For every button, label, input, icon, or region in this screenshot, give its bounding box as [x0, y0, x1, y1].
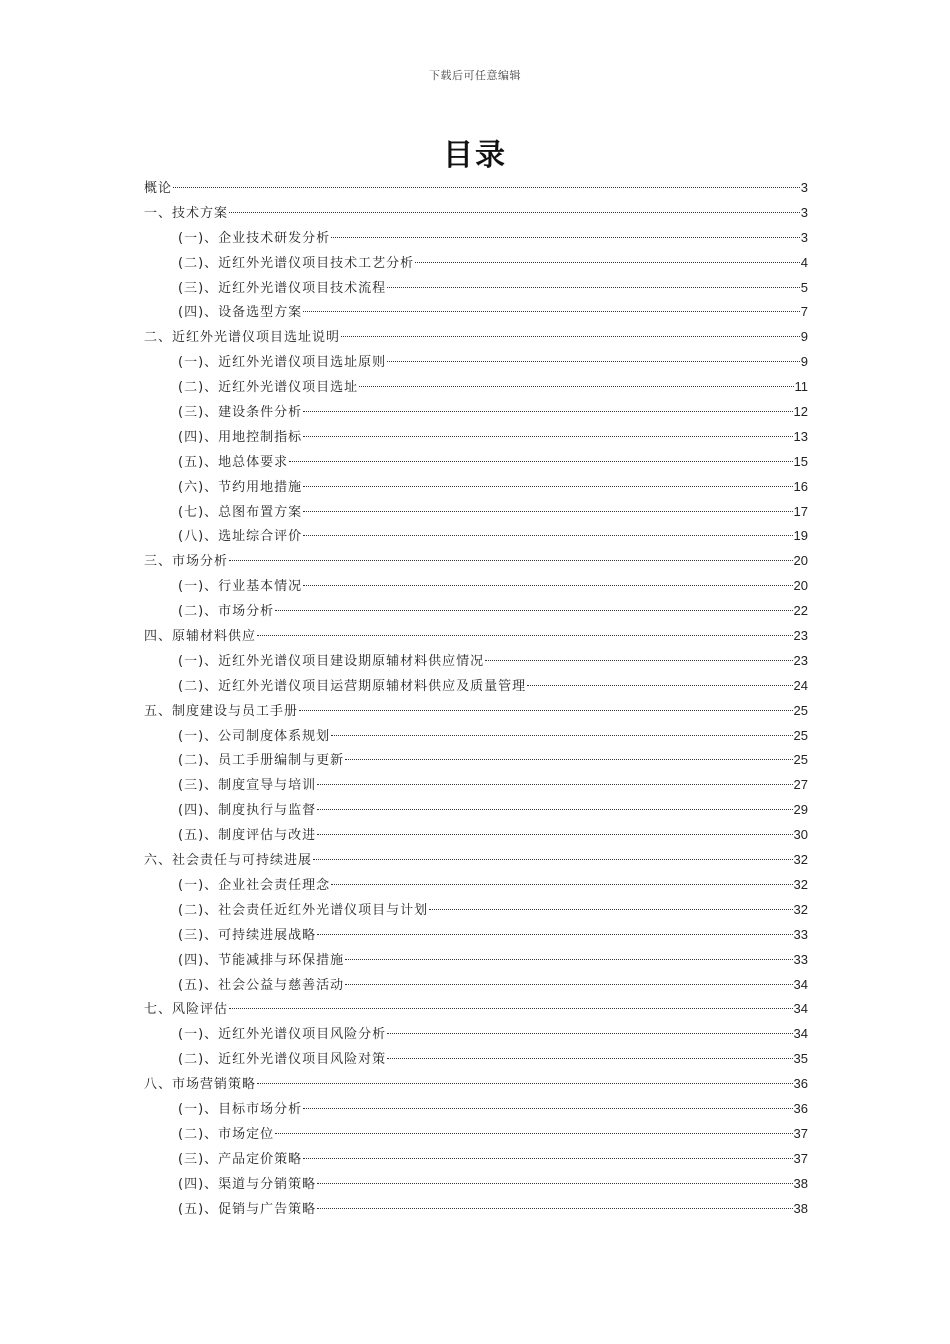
dot-leader	[527, 685, 792, 686]
toc-page-number: 12	[793, 404, 808, 420]
dot-leader	[345, 984, 792, 985]
toc-page-number: 19	[793, 528, 808, 544]
toc-entry[interactable]	[144, 300, 808, 325]
toc-page-number: 35	[793, 1051, 808, 1067]
toc-page-number: 25	[793, 702, 808, 718]
toc-page-number: 37	[793, 1150, 808, 1166]
toc-entry-title: (一)、行业基本情况	[178, 579, 303, 595]
toc-entry-title: (四)、节能减排与环保措施	[178, 952, 345, 968]
dot-leader	[303, 535, 792, 536]
toc-entry[interactable]	[144, 798, 808, 823]
toc-entry[interactable]	[144, 1197, 808, 1222]
toc-page-number: 36	[793, 1100, 808, 1116]
dot-leader	[299, 710, 793, 711]
toc-entry-title: 六、社会责任与可持续进展	[144, 853, 313, 869]
toc-page-number: 38	[793, 1175, 808, 1191]
toc-page-number: 16	[793, 478, 808, 494]
toc-entry-title: (一)、企业技术研发分析	[178, 230, 331, 246]
toc-page-number: 20	[793, 578, 808, 594]
toc-entry-title: (一)、近红外光谱仪项目选址原则	[178, 355, 387, 371]
dot-leader	[303, 511, 792, 512]
toc-page-number: 25	[793, 752, 808, 768]
toc-page-number: 23	[793, 652, 808, 668]
toc-entry[interactable]	[144, 251, 808, 276]
toc-entry[interactable]	[144, 873, 808, 898]
toc-entry[interactable]	[144, 1047, 808, 1072]
toc-entry[interactable]	[144, 276, 808, 301]
dot-leader	[387, 1058, 792, 1059]
toc-page-number: 32	[793, 901, 808, 917]
toc-entry-title: 五、制度建设与员工手册	[144, 703, 299, 719]
toc-entry-title: (三)、可持续进展战略	[178, 927, 317, 943]
dot-leader	[331, 735, 792, 736]
dot-leader	[317, 834, 792, 835]
dot-leader	[317, 1208, 792, 1209]
toc-page-number: 30	[793, 827, 808, 843]
toc-page-number: 23	[793, 628, 808, 644]
toc-page-number: 33	[793, 951, 808, 967]
toc-entry[interactable]	[144, 226, 808, 251]
dot-leader	[359, 386, 793, 387]
toc-page-number: 32	[793, 852, 808, 868]
toc-entry[interactable]	[144, 1147, 808, 1172]
toc-page-number: 9	[800, 354, 808, 370]
toc-page-number: 13	[793, 428, 808, 444]
toc-entry[interactable]	[144, 350, 808, 375]
dot-leader	[229, 212, 800, 213]
toc-entry-title: (五)、制度评估与改进	[178, 828, 317, 844]
dot-leader	[229, 560, 793, 561]
toc-page-number: 34	[793, 976, 808, 992]
dot-leader	[303, 411, 792, 412]
toc-page-number: 37	[793, 1125, 808, 1141]
toc-page-number: 3	[800, 229, 808, 245]
toc-entry[interactable]	[144, 1097, 808, 1122]
toc-entry[interactable]	[144, 425, 808, 450]
dot-leader	[173, 187, 800, 188]
toc-entry-title: (三)、建设条件分析	[178, 405, 303, 421]
toc-entry[interactable]	[144, 699, 808, 724]
dot-leader	[303, 311, 800, 312]
toc-entry[interactable]	[144, 549, 808, 574]
dot-leader	[345, 759, 792, 760]
toc-entry[interactable]	[144, 500, 808, 525]
toc-entry[interactable]	[144, 823, 808, 848]
dot-leader	[341, 336, 800, 337]
dot-leader	[331, 884, 792, 885]
toc-entry-title: (五)、促销与广告策略	[178, 1201, 317, 1217]
toc-entry[interactable]	[144, 973, 808, 998]
toc-page-number: 5	[800, 279, 808, 295]
toc-entry-title: (五)、社会公益与慈善活动	[178, 977, 345, 993]
toc-entry-title: 一、技术方案	[144, 205, 229, 221]
toc-page-number: 24	[793, 677, 808, 693]
toc-page-number: 3	[800, 204, 808, 220]
toc-entry[interactable]	[144, 475, 808, 500]
toc-page-number: 27	[793, 777, 808, 793]
table-of-contents	[144, 176, 808, 1221]
toc-entry-title: (六)、节约用地措施	[178, 479, 303, 495]
dot-leader	[229, 1008, 793, 1009]
dot-leader	[429, 909, 792, 910]
toc-entry[interactable]	[144, 400, 808, 425]
toc-entry[interactable]	[144, 201, 808, 226]
toc-entry-title: (二)、市场定位	[178, 1126, 275, 1142]
toc-page-number: 4	[800, 254, 808, 270]
toc-entry-title: 八、市场营销策略	[144, 1077, 257, 1093]
toc-entry[interactable]	[144, 674, 808, 699]
toc-entry[interactable]	[144, 773, 808, 798]
toc-entry[interactable]	[144, 599, 808, 624]
toc-entry-title: (七)、总图布置方案	[178, 504, 303, 520]
dot-leader	[317, 934, 792, 935]
toc-entry-title: (一)、近红外光谱仪项目建设期原辅材料供应情况	[178, 653, 485, 669]
toc-entry[interactable]	[144, 1122, 808, 1147]
dot-leader	[387, 287, 800, 288]
toc-page-number: 3	[800, 180, 808, 195]
toc-entry[interactable]	[144, 1172, 808, 1197]
dot-leader	[303, 1158, 792, 1159]
toc-entry-title: (二)、员工手册编制与更新	[178, 753, 345, 769]
dot-leader	[313, 859, 793, 860]
toc-entry-title: (八)、选址综合评价	[178, 529, 303, 545]
toc-entry[interactable]	[144, 848, 808, 873]
dot-leader	[303, 436, 792, 437]
toc-entry-title: (四)、设备选型方案	[178, 305, 303, 321]
toc-entry-title: (二)、市场分析	[178, 604, 275, 620]
toc-entry-title: 三、市场分析	[144, 554, 229, 570]
toc-entry[interactable]	[144, 325, 808, 350]
toc-entry[interactable]	[144, 574, 808, 599]
dot-leader	[303, 1108, 792, 1109]
toc-entry[interactable]	[144, 1072, 808, 1097]
toc-entry-title: (四)、用地控制指标	[178, 429, 303, 445]
dot-leader	[415, 262, 800, 263]
toc-page-number: 17	[793, 503, 808, 519]
toc-entry[interactable]	[144, 898, 808, 923]
page-header: 下载后可任意编辑	[429, 69, 521, 82]
toc-title: 目录	[443, 138, 507, 173]
dot-leader	[317, 809, 792, 810]
dot-leader	[257, 1083, 793, 1084]
toc-page-number: 7	[800, 304, 808, 320]
dot-leader	[317, 784, 792, 785]
toc-entry[interactable]	[144, 724, 808, 749]
dot-leader	[289, 461, 792, 462]
dot-leader	[387, 361, 800, 362]
toc-entry-title: 二、近红外光谱仪项目选址说明	[144, 330, 341, 346]
toc-entry-title: (三)、近红外光谱仪项目技术流程	[178, 280, 387, 296]
toc-page-number: 11	[794, 379, 808, 395]
toc-entry[interactable]	[144, 748, 808, 773]
toc-entry[interactable]	[144, 524, 808, 549]
toc-entry-title: (二)、近红外光谱仪项目运营期原辅材料供应及质量管理	[178, 678, 527, 694]
toc-page-number: 25	[793, 727, 808, 743]
dot-leader	[317, 1183, 792, 1184]
toc-entry-title: (五)、地总体要求	[178, 454, 289, 470]
toc-entry-title: (一)、近红外光谱仪项目风险分析	[178, 1027, 387, 1043]
toc-entry-title: 四、原辅材料供应	[144, 629, 257, 645]
dot-leader	[331, 237, 800, 238]
toc-entry[interactable]	[144, 997, 808, 1022]
toc-page-number: 38	[793, 1200, 808, 1216]
toc-page-number: 9	[800, 329, 808, 345]
toc-entry-title: 概论	[144, 181, 173, 196]
toc-entry-title: 七、风险评估	[144, 1002, 229, 1018]
dot-leader	[387, 1033, 792, 1034]
toc-entry-title: (三)、制度宣导与培训	[178, 778, 317, 794]
dot-leader	[275, 610, 792, 611]
dot-leader	[485, 660, 792, 661]
toc-entry-title: (二)、社会责任近红外光谱仪项目与计划	[178, 902, 429, 918]
toc-page-number: 22	[793, 603, 808, 619]
dot-leader	[345, 959, 792, 960]
toc-entry-title: (四)、渠道与分销策略	[178, 1176, 317, 1192]
toc-page-number: 29	[793, 802, 808, 818]
toc-entry[interactable]	[144, 948, 808, 973]
toc-page-number: 34	[793, 1026, 808, 1042]
dot-leader	[275, 1133, 792, 1134]
toc-entry-title: (一)、公司制度体系规划	[178, 728, 331, 744]
toc-entry[interactable]	[144, 450, 808, 475]
toc-entry[interactable]	[144, 923, 808, 948]
toc-entry-title: (一)、企业社会责任理念	[178, 877, 331, 893]
toc-page-number: 34	[793, 1001, 808, 1017]
toc-entry-title: (四)、制度执行与监督	[178, 803, 317, 819]
toc-entry-title: (二)、近红外光谱仪项目技术工艺分析	[178, 255, 415, 271]
toc-entry[interactable]	[144, 176, 808, 201]
toc-entry[interactable]	[144, 624, 808, 649]
dot-leader	[303, 585, 792, 586]
toc-entry-title: (三)、产品定价策略	[178, 1151, 303, 1167]
dot-leader	[303, 486, 792, 487]
toc-page-number: 15	[793, 453, 808, 469]
toc-entry-title: (一)、目标市场分析	[178, 1101, 303, 1117]
toc-page-number: 20	[793, 553, 808, 569]
toc-page-number: 32	[793, 876, 808, 892]
toc-entry-title: (二)、近红外光谱仪项目风险对策	[178, 1052, 387, 1068]
toc-entry[interactable]	[144, 375, 808, 400]
dot-leader	[257, 635, 793, 636]
toc-entry-title: (二)、近红外光谱仪项目选址	[178, 380, 359, 396]
toc-entry[interactable]	[144, 1022, 808, 1047]
toc-page-number: 36	[793, 1076, 808, 1092]
toc-entry[interactable]	[144, 649, 808, 674]
toc-page-number: 33	[793, 926, 808, 942]
